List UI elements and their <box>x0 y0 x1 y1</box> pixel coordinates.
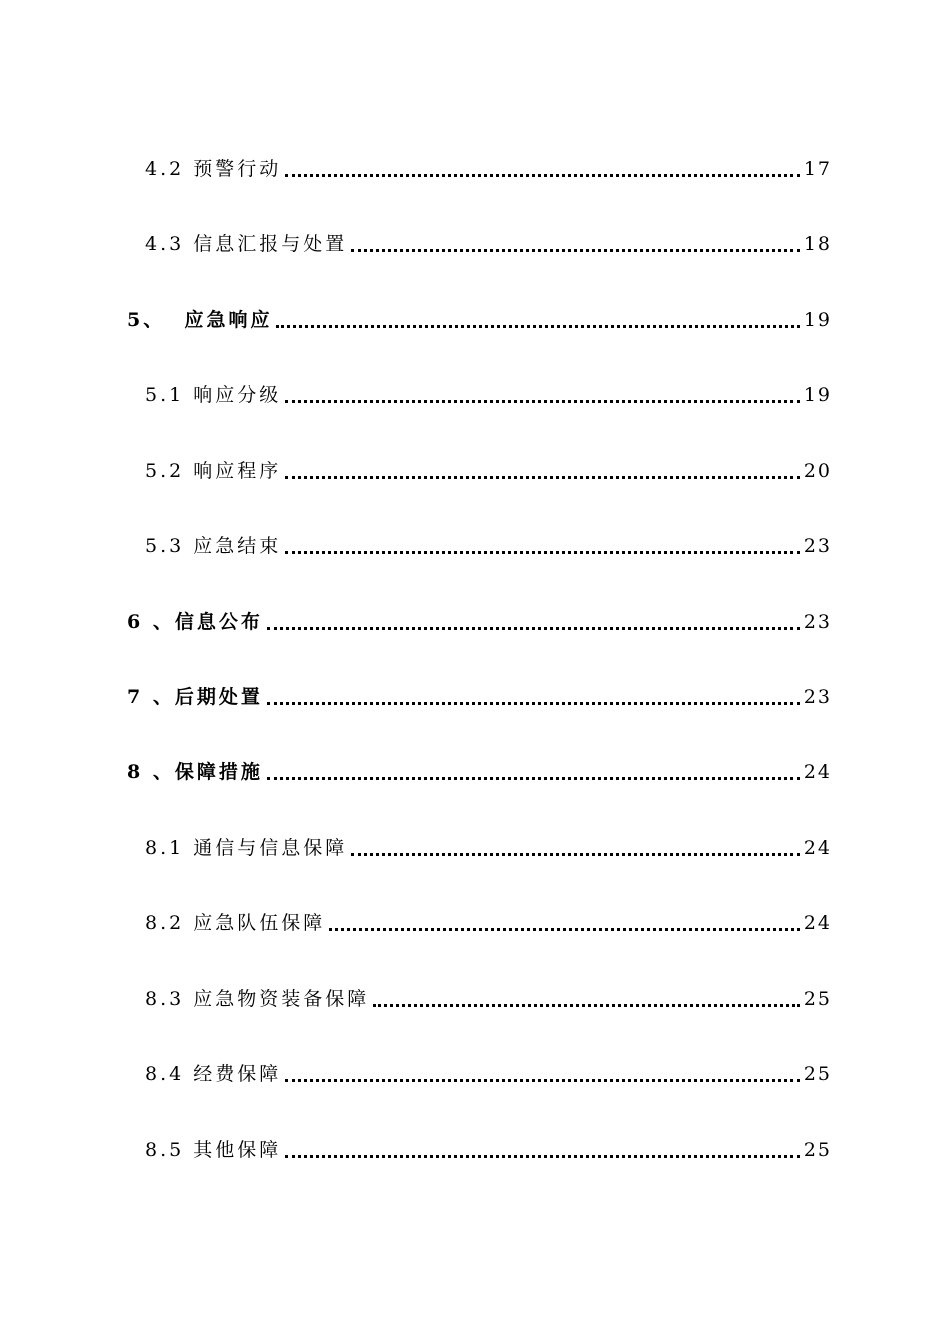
toc-dot-leader <box>351 249 800 252</box>
toc-entry-page: 23 <box>803 535 832 557</box>
toc-entry-title: 保障措施 <box>174 761 263 783</box>
toc-entry-page: 24 <box>803 912 832 934</box>
toc-dot-leader <box>329 928 800 931</box>
toc-entry-8[interactable] <box>127 757 832 787</box>
toc-entry-page: 24 <box>803 837 832 859</box>
toc-entry-number: 8 、 <box>127 761 175 783</box>
toc-entry-8-3[interactable] <box>145 984 832 1014</box>
toc-entry-page: 25 <box>803 1063 832 1085</box>
toc-entry-number: 4.2 <box>145 158 194 180</box>
toc-entry-8-5[interactable] <box>145 1135 832 1165</box>
toc-entry-5[interactable] <box>127 305 832 335</box>
toc-dot-leader <box>285 400 800 403</box>
toc-entry-page: 25 <box>803 988 832 1010</box>
toc-dot-leader <box>373 1004 800 1007</box>
toc-entry-7[interactable] <box>127 682 832 712</box>
toc-entry-title: 响应分级 <box>193 384 282 406</box>
toc-entry-number: 5.1 <box>145 384 194 406</box>
toc-entry-title: 应急队伍保障 <box>193 912 326 934</box>
toc-entry-page: 18 <box>803 233 832 255</box>
toc-entry-5-3[interactable] <box>145 531 832 561</box>
toc-dot-leader <box>285 1155 800 1158</box>
toc-dot-leader <box>351 853 800 856</box>
toc-entry-page: 20 <box>803 460 832 482</box>
toc-entry-number: 8.5 <box>145 1139 194 1161</box>
toc-dot-leader <box>267 777 800 780</box>
toc-entry-title: 响应程序 <box>193 460 282 482</box>
toc-entry-number: 4.3 <box>145 233 194 255</box>
toc-entry-page: 23 <box>803 611 832 633</box>
toc-entry-number: 6 、 <box>127 611 175 633</box>
toc-dot-leader <box>285 174 800 177</box>
toc-entry-title: 经费保障 <box>193 1063 282 1085</box>
toc-entry-page: 19 <box>803 384 832 406</box>
toc-entry-title: 应急响应 <box>184 309 273 331</box>
toc-entry-title: 其他保障 <box>193 1139 282 1161</box>
toc-dot-leader <box>285 476 800 479</box>
toc-entry-number: 8.2 <box>145 912 194 934</box>
toc-entry-page: 23 <box>803 686 832 708</box>
toc-entry-5-1[interactable] <box>145 380 832 410</box>
toc-entry-title: 通信与信息保障 <box>193 837 348 859</box>
toc-entry-title: 信息公布 <box>174 611 263 633</box>
toc-entry-number: 5.3 <box>145 535 194 557</box>
toc-dot-leader <box>285 551 800 554</box>
toc-entry-number: 5.2 <box>145 460 194 482</box>
toc-entry-page: 19 <box>803 309 832 331</box>
toc-entry-page: 17 <box>803 158 832 180</box>
toc-entry-page: 24 <box>803 761 832 783</box>
toc-entry-6[interactable] <box>127 607 832 637</box>
toc-entry-number: 8.4 <box>145 1063 194 1085</box>
toc-entry-page: 25 <box>803 1139 832 1161</box>
toc-entry-number: 7 、 <box>127 686 175 708</box>
toc-entry-number: 8.3 <box>145 988 194 1010</box>
toc-entry-title: 应急物资装备保障 <box>193 988 370 1010</box>
toc-dot-leader <box>276 325 799 328</box>
toc-dot-leader <box>285 1079 800 1082</box>
toc-entry-4-2[interactable] <box>145 154 832 184</box>
toc-entry-8-1[interactable] <box>145 833 832 863</box>
toc-entry-title: 应急结束 <box>193 535 282 557</box>
toc-entry-title: 预警行动 <box>193 158 282 180</box>
toc-entry-4-3[interactable] <box>145 229 832 259</box>
toc-entry-number: 8.1 <box>145 837 194 859</box>
toc-entry-5-2[interactable] <box>145 456 832 486</box>
toc-entry-8-2[interactable] <box>145 908 832 938</box>
toc-entry-number: 5、 <box>127 309 185 331</box>
toc-entry-title: 后期处置 <box>174 686 263 708</box>
toc-dot-leader <box>267 702 800 705</box>
toc-dot-leader <box>267 627 800 630</box>
toc-entry-title: 信息汇报与处置 <box>193 233 348 255</box>
toc-entry-8-4[interactable] <box>145 1059 832 1089</box>
